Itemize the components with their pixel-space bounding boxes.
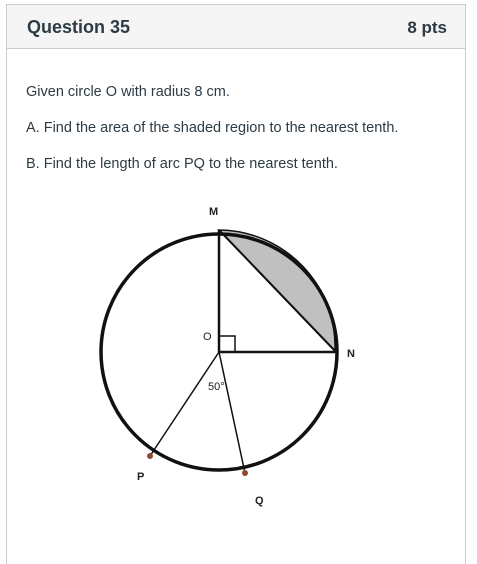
label-n: N <box>347 348 355 360</box>
radius-op <box>150 352 219 456</box>
label-m: M <box>209 206 219 218</box>
question-title: Question 35 <box>27 17 131 37</box>
question-line-a: A. Find the area of the shaded region to the nearest tenth. <box>26 120 399 136</box>
label-q: Q <box>255 495 264 507</box>
point-p-marker <box>147 453 153 459</box>
question-points: 8 pts <box>407 18 447 37</box>
radius-oq <box>219 352 245 473</box>
angle-label-pov: 50° <box>208 381 225 393</box>
right-angle-marker <box>219 336 235 352</box>
label-p: P <box>137 471 145 483</box>
question-line-given: Given circle O with radius 8 cm. <box>26 84 230 100</box>
label-o: O <box>203 331 212 343</box>
point-q-marker <box>242 470 248 476</box>
question-line-b: B. Find the length of arc PQ to the nearest tenth. <box>26 156 338 172</box>
